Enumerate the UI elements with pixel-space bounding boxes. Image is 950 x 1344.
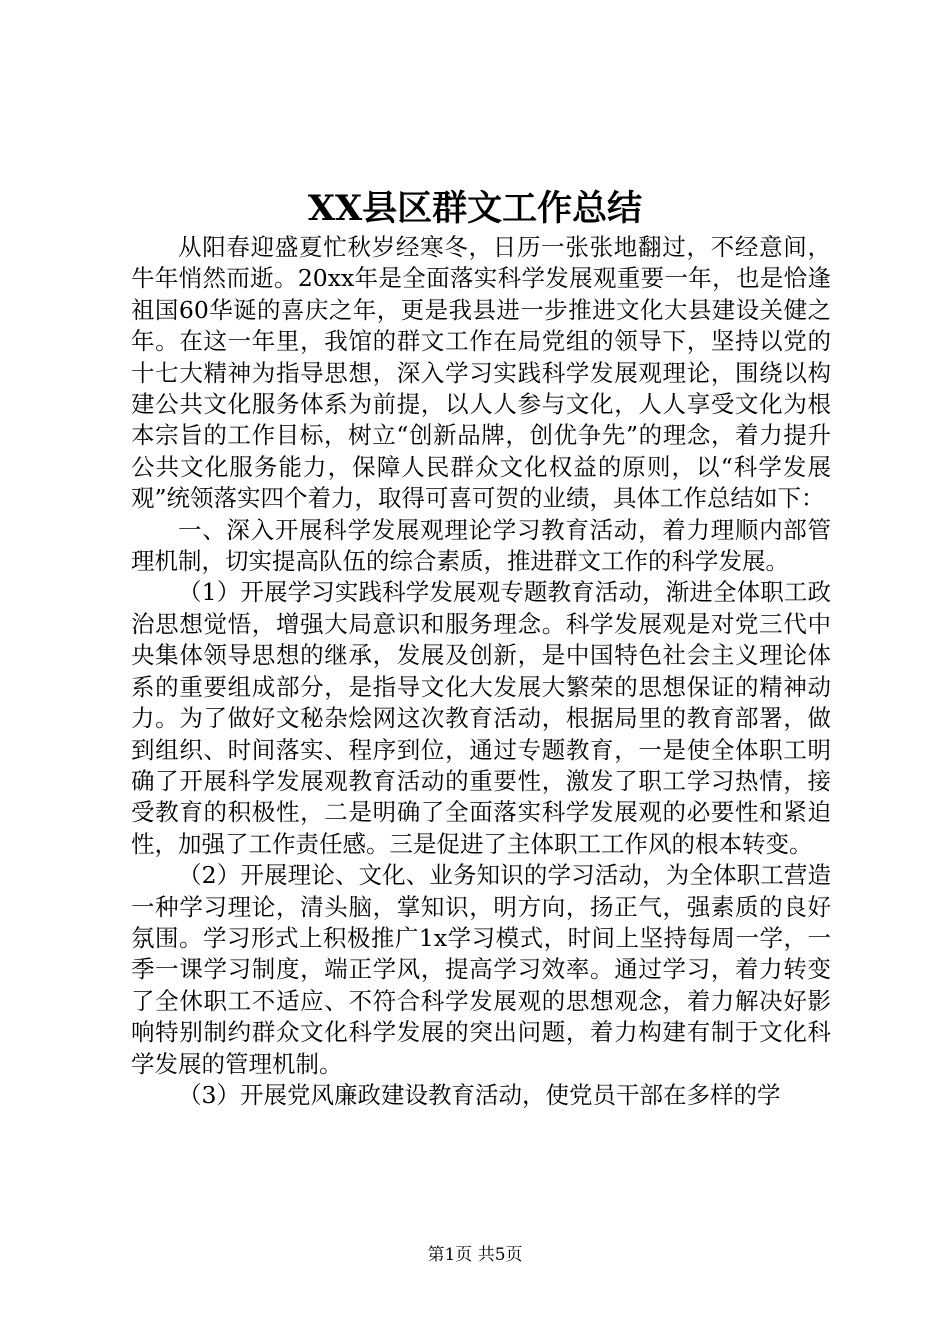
page-number-footer: 第1页 共5页 <box>427 1245 523 1265</box>
paragraph-item-3: （3）开展党风廉政建设教育活动，使党员干部在多样的学 <box>178 1080 781 1109</box>
paragraph-section-1: 一、深入开展科学发展观理论学习教育活动，着力理顺内部管理机制，切实提高队伍的综合素质，推进群文工作的科学发展。 <box>131 515 831 576</box>
paragraph-item-1: （1）开展学习实践科学发展观专题教育活动，渐进全体职工政治思想觉悟，增强大局意识和服务理念。科学发展观是对党三代中央集体领导思想的继承，发展及创新，是中国特色社会主义理论体系的重要组成部分，是指导文化大发展大繁荣的思想保证的精神动力。为了做好文秘杂烩网这次教育活动，根据局里的教育部署，做到组织、时间落实、程序到位，通过专题教育，一是使全体职工明确了开展科学发展观教育活动的重要性，激发了职工学习热情，接受教育的积极性，二是明确了全面落实科学发展观的必要性和紧迫性，加强了工作责任感。三是促进了主体职工工作风的根本转变。 <box>131 578 831 858</box>
paragraph-item-2: （2）开展理论、文化、业务知识的学习活动，为全体职工营造一种学习理论，清头脑，掌知识，明方向，扬正气，强素质的良好氛围。学习形式上积极推广1x学习模式，时间上坚持每周一学，一季一课学习制度，端正学风，提高学习效率。通过学习，着力转变了全休职工不适应、不符合科学发展观的思想观念，着力解决好影响特别制约群众文化科学发展的突出问题，着力构建有制于文化科学发展的管理机制。 <box>131 861 831 1078</box>
document-body <box>131 232 831 1111</box>
document-title: XX县区群文工作总结 <box>307 188 643 229</box>
paragraph-intro: 从阳春迎盛夏忙秋岁经寒冬，日历一张张地翻过，不经意间，牛年悄然而逝。20xx年是全面落实科学发展观重要一年，也是恰逢祖国60华诞的喜庆之年，更是我县进一步推进文化大县建设关健之年。在这一年里，我馆的群文工作在局党组的领导下，坚持以党的十七大精神为指导思想，深入学习实践科学发展观理论，围绕以构建公共文化服务体系为前提，以人人参与文化，人人享受文化为根本宗旨的工作目标，树立“创新品牌，创优争先”的理念，着力提升公共文化服务能力，保障人民群众文化权益的原则，以“科学发展观”统领落实四个着力，取得可喜可贺的业绩，具体工作总结如下： <box>131 233 831 513</box>
